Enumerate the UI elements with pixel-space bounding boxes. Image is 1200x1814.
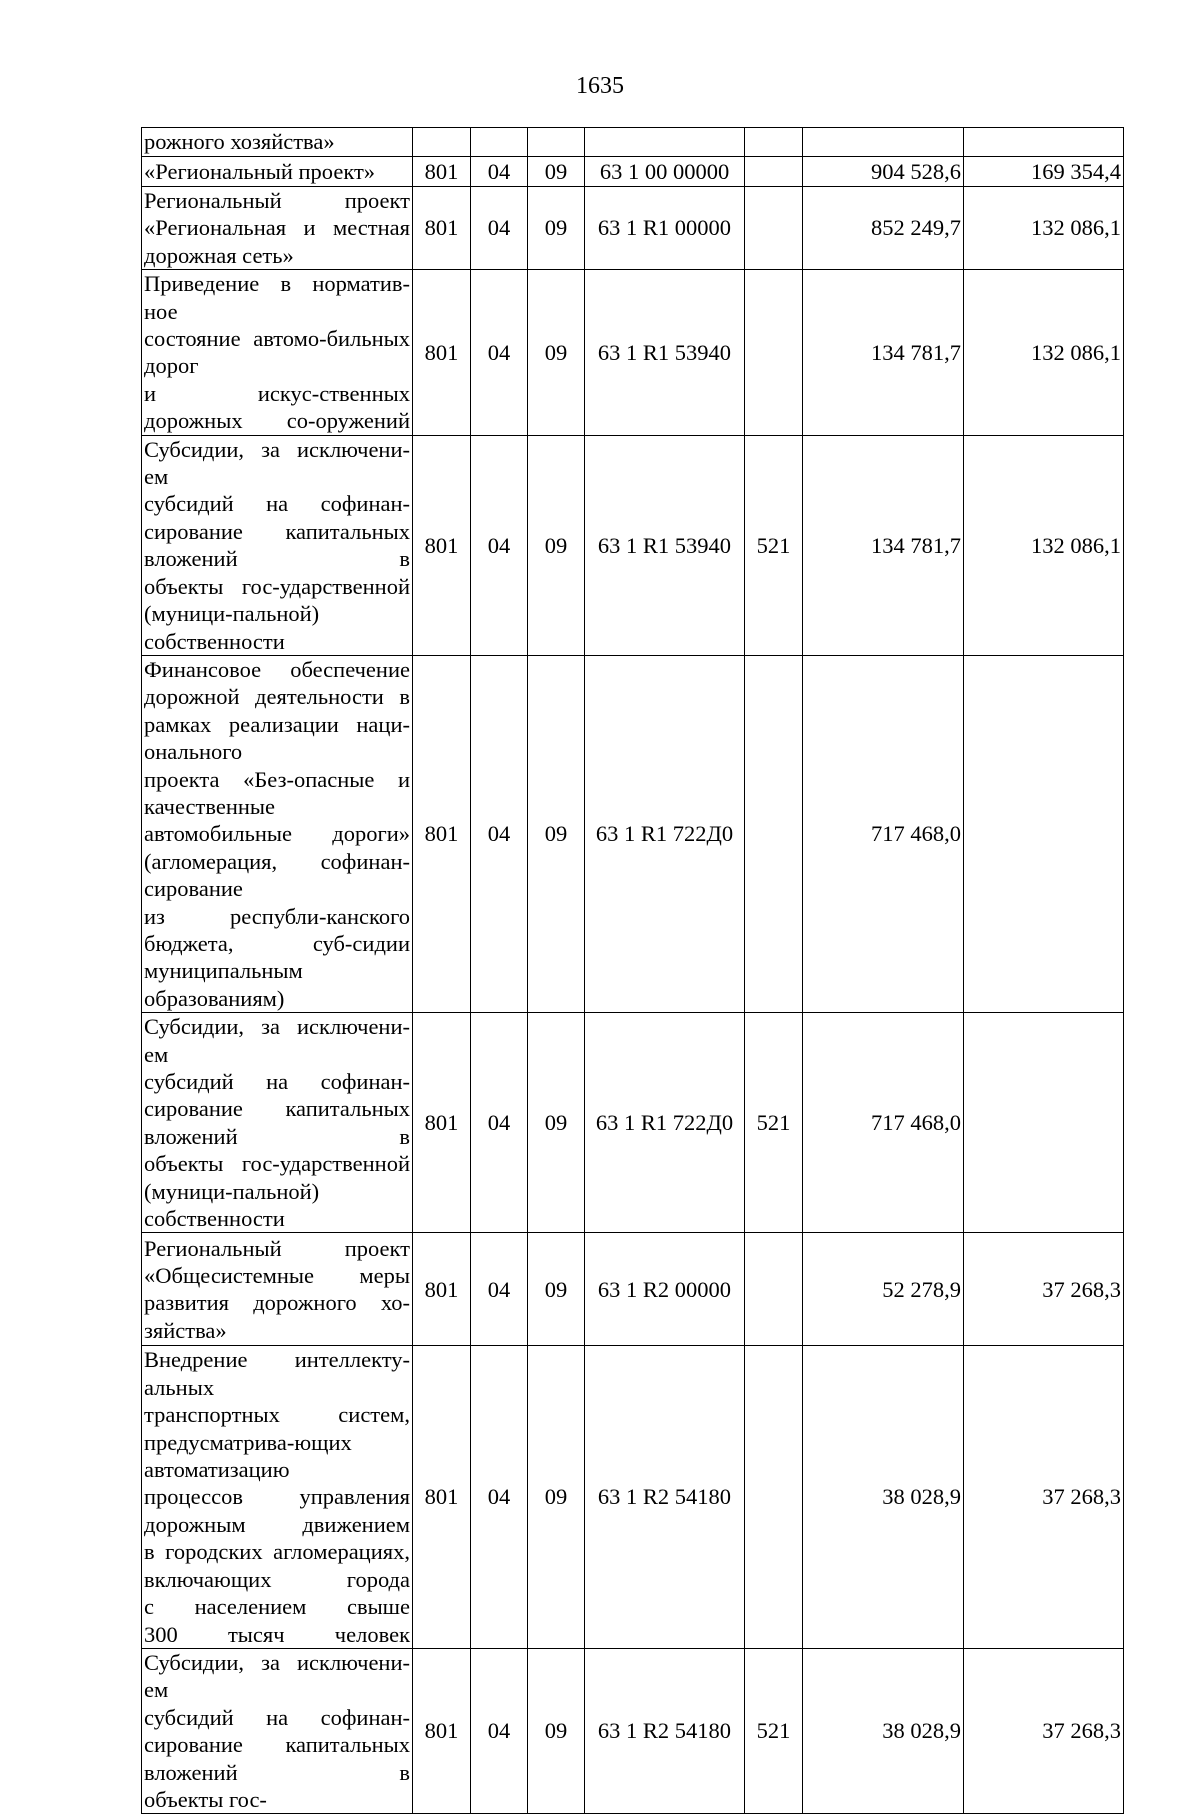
cell-rz: 04	[471, 1233, 528, 1346]
row-name-line: Приведение в норматив-ное	[144, 271, 410, 324]
cell-csr: 63 1 R1 53940	[585, 270, 745, 435]
table-row	[142, 1648, 1124, 1813]
row-name-line: бюджета, суб-сидии муниципальным	[144, 930, 410, 984]
cell-sum-1: 134 781,7	[803, 435, 964, 655]
cell-sum-2: 132 086,1	[964, 435, 1124, 655]
row-name	[142, 270, 413, 435]
row-name-line: проекта «Без-опасные и	[144, 766, 410, 792]
row-name-line: Субсидии, за исключени-ем	[144, 1014, 410, 1067]
table-row	[142, 157, 1124, 187]
cell-csr: 63 1 R2 54180	[585, 1648, 745, 1813]
cell-csr	[585, 128, 745, 157]
table-row	[142, 128, 1124, 157]
row-name-line: образованиям)	[144, 985, 285, 1011]
cell-pr: 09	[528, 655, 585, 1012]
cell-sum-1: 717 468,0	[803, 1013, 964, 1233]
cell-vr	[745, 1233, 803, 1346]
row-name-line: «Региональная и местная	[144, 215, 410, 241]
cell-sum-1: 134 781,7	[803, 270, 964, 435]
row-name	[142, 1648, 413, 1813]
budget-table	[141, 127, 1124, 1814]
cell-sum-1: 38 028,9	[803, 1346, 964, 1648]
row-name-line: Финансовое обеспечение	[144, 656, 410, 682]
row-name-line: из республи-канского	[144, 903, 410, 929]
cell-pr: 09	[528, 1346, 585, 1648]
cell-sum-2: 37 268,3	[964, 1233, 1124, 1346]
row-name-line: дорожной деятельности в	[144, 684, 410, 710]
row-name-line: с населением свыше	[144, 1594, 410, 1620]
table-body	[142, 128, 1124, 1814]
cell-sum-2: 37 268,3	[964, 1648, 1124, 1813]
cell-csr: 63 1 R1 53940	[585, 435, 745, 655]
cell-vr	[745, 128, 803, 157]
row-name-line: рамках реализации наци-онального	[144, 711, 410, 765]
cell-rz: 04	[471, 1346, 528, 1648]
row-name-line: объекты гос-	[144, 1786, 267, 1812]
table-row	[142, 1346, 1124, 1648]
cell-ved: 801	[413, 270, 471, 435]
cell-sum-2: 132 086,1	[964, 270, 1124, 435]
row-name-line: в городских агломерациях,	[144, 1539, 410, 1565]
cell-ved: 801	[413, 655, 471, 1012]
cell-ved: 801	[413, 157, 471, 187]
row-name-line: дорожная сеть»	[144, 242, 294, 268]
row-name-line: развития дорожного хо-зяйства»	[144, 1290, 410, 1343]
cell-vr	[745, 270, 803, 435]
cell-sum-1: 852 249,7	[803, 187, 964, 270]
cell-pr: 09	[528, 1648, 585, 1813]
row-name-line: «Общесистемные меры	[144, 1263, 410, 1289]
table-row	[142, 655, 1124, 1012]
row-name-line: Региональный проект	[144, 188, 410, 213]
cell-csr: 63 1 R2 54180	[585, 1346, 745, 1648]
row-name-line: качественные автомобильные дороги»	[144, 793, 410, 847]
table-row	[142, 270, 1124, 435]
cell-sum-2	[964, 1013, 1124, 1233]
cell-ved: 801	[413, 1013, 471, 1233]
row-name-line: вложений в	[144, 546, 410, 572]
row-name-line: транспортных систем,	[144, 1402, 410, 1428]
cell-pr: 09	[528, 1233, 585, 1346]
row-name-line: дорожным движением	[144, 1511, 410, 1537]
cell-csr: 63 1 R1 00000	[585, 187, 745, 270]
cell-ved: 801	[413, 187, 471, 270]
cell-sum-2	[964, 655, 1124, 1012]
row-name	[142, 128, 413, 157]
cell-csr: 63 1 R1 722Д0	[585, 655, 745, 1012]
cell-vr: 521	[745, 1013, 803, 1233]
cell-pr: 09	[528, 270, 585, 435]
table-row	[142, 187, 1124, 270]
cell-vr: 521	[745, 435, 803, 655]
row-name-line: Внедрение интеллекту-альных	[144, 1347, 410, 1400]
page-number: 1635	[576, 73, 624, 99]
cell-ved	[413, 128, 471, 157]
row-name-line: субсидий на софинан-сирование капитальных	[144, 1069, 410, 1122]
cell-rz: 04	[471, 157, 528, 187]
row-name-line: предусматрива-ющих автоматизацию	[144, 1429, 352, 1483]
cell-vr: 521	[745, 1648, 803, 1813]
cell-pr	[528, 128, 585, 157]
cell-pr: 09	[528, 1013, 585, 1233]
cell-rz: 04	[471, 435, 528, 655]
cell-sum-2	[964, 128, 1124, 157]
row-name-line: Субсидии, за исключени-ем	[144, 1649, 410, 1703]
cell-ved: 801	[413, 1346, 471, 1648]
cell-rz: 04	[471, 270, 528, 435]
row-name	[142, 1346, 413, 1648]
row-name-line: 300 тысяч человек	[144, 1621, 410, 1647]
cell-sum-2: 169 354,4	[964, 157, 1124, 187]
row-name-line: субсидий на софинан-сирование капитальных	[144, 1704, 410, 1758]
cell-ved: 801	[413, 435, 471, 655]
row-name	[142, 157, 413, 187]
row-name	[142, 187, 413, 270]
row-name	[142, 1013, 413, 1233]
row-name-line: объекты гос-ударственной (муници-пальной) собственности	[144, 1151, 410, 1232]
cell-csr: 63 1 00 00000	[585, 157, 745, 187]
row-name-line: Региональный проект	[144, 1235, 410, 1261]
row-name-line: процессов управления	[144, 1484, 410, 1510]
cell-sum-2: 37 268,3	[964, 1346, 1124, 1648]
cell-rz: 04	[471, 1013, 528, 1233]
row-name	[142, 1233, 413, 1346]
cell-vr	[745, 157, 803, 187]
cell-sum-1: 904 528,6	[803, 157, 964, 187]
row-name	[142, 435, 413, 655]
cell-rz	[471, 128, 528, 157]
table-row	[142, 435, 1124, 655]
cell-pr: 09	[528, 157, 585, 187]
cell-sum-1: 717 468,0	[803, 655, 964, 1012]
cell-vr	[745, 655, 803, 1012]
row-name-line: рожного хозяйства»	[144, 129, 335, 155]
row-name-line: вложений в	[144, 1123, 410, 1149]
table-row	[142, 1233, 1124, 1346]
row-name-line: «Региональный проект»	[144, 158, 376, 184]
cell-rz: 04	[471, 1648, 528, 1813]
cell-vr	[745, 187, 803, 270]
cell-vr	[745, 1346, 803, 1648]
cell-ved: 801	[413, 1233, 471, 1346]
row-name-line: включающих города	[144, 1566, 410, 1592]
cell-rz: 04	[471, 655, 528, 1012]
cell-csr: 63 1 R2 00000	[585, 1233, 745, 1346]
cell-rz: 04	[471, 187, 528, 270]
cell-sum-1: 38 028,9	[803, 1648, 964, 1813]
row-name	[142, 655, 413, 1012]
row-name-line: субсидий на софинан-сирование капитальных	[144, 491, 410, 544]
cell-sum-2: 132 086,1	[964, 187, 1124, 270]
cell-ved: 801	[413, 1648, 471, 1813]
row-name-line: объекты гос-ударственной (муници-пальной) собственности	[144, 573, 410, 654]
table-row	[142, 1013, 1124, 1233]
cell-csr: 63 1 R1 722Д0	[585, 1013, 745, 1233]
row-name-line: (агломерация, софинан-сирование	[144, 848, 410, 902]
row-name-line: состояние автомо-бильных дорог	[144, 326, 410, 379]
cell-pr: 09	[528, 435, 585, 655]
cell-pr: 09	[528, 187, 585, 270]
cell-sum-1	[803, 128, 964, 157]
row-name-line: Субсидии, за исключени-ем	[144, 436, 410, 490]
cell-sum-1: 52 278,9	[803, 1233, 964, 1346]
row-name-line: вложений в	[144, 1759, 410, 1785]
row-name-line: и искус-ственных дорожных со-оружений	[144, 380, 410, 434]
